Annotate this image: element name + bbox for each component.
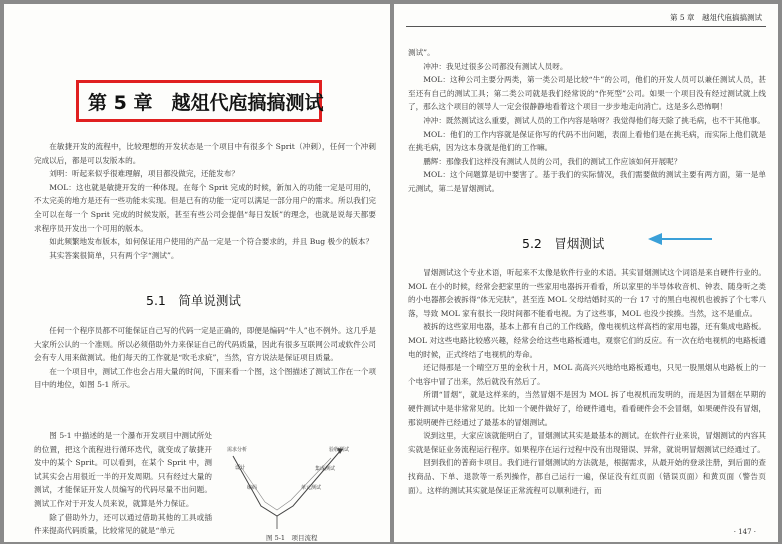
body-paragraph: 所谓“冒烟”，就是这样来的，当然冒烟不是因为 MOL 拆了电视机而发明的，而是因为冒烟在早期的硬件测试中是非常常见的。比如一个硬件做好了，给硬件通电，看看硬件会不会冒烟，如果硬件没有冒烟，那说明硬件已经通过了最基本的冒烟测试。 <box>408 390 766 427</box>
figure-label-requirement: 需求分析 <box>227 447 248 453</box>
body-paragraph: 鹏辉：那像我们这样没有测试人员的公司，我们的测试工作应该如何开展呢？ <box>423 156 682 166</box>
section-paragraph: 图 5-1 中描述的是一个瀑布开发项目中测试所处的位置，把这个流程进行循环迭代，就变成了敏捷开发中的某个 Sprit。可以看到，在某个 Sprit 中，测试其实会占用很近一半的开发周期。只有经过大量的测试，才能保证开发人员编写的代码尽量不出问题。测试工作对于开发人员来说，就算是外力保证。 <box>34 431 212 508</box>
running-head: 第 5 章 越俎代庖搞搞测试 <box>669 13 762 22</box>
body-paragraph: 被拆的这些家用电器，基本上都有自己的工作线路，像电视机这样高档的家用电器，还有集成电路板。MOL 对这些电路比较感兴趣，经常会给这些电路板通电，观察它们的反应。有一次在给电视机的电路板通电的时候，正式终结了电视机的寿命。 <box>408 322 766 359</box>
body-paragraph: 回到我们的普商卡项目。我们进行冒烟测试的方法就是，根据需求，从最开始的登录注册，到后面的查找商品、下单、退款等一系列操作，都自己运行一遍，保证没有红页面（错误页面）和黄页面（警告页面）。这样的测试其实就是保证正常流程可以顺利进行，而 <box>408 458 766 495</box>
figure-label-coding: 编码 <box>247 485 258 491</box>
pointer-arrow-icon <box>648 232 714 246</box>
figure-label-design: 设计 <box>235 465 246 471</box>
left-page <box>4 4 390 542</box>
body-paragraph: 冲冲：我见过很多公司都没有测试人员呀。 <box>423 61 568 71</box>
header-rule <box>406 26 766 27</box>
section-5-2-text <box>408 266 766 497</box>
body-paragraph: 说到这里，大家应该就能明白了，冒烟测试其实是最基本的测试。在软件行业来说，冒烟测试的内容其实就是保证业务流程运行程序。如果程序在运行过程中没有出现错误、异常，就说明冒烟测试已经通过了。 <box>408 431 766 454</box>
intro-paragraph: MOL：这也就是敏捷开发的一种体现。在每个 Sprit 完成的时候，新加入的功能一定是可用的，不太完美的地方是还有一些功能未实现。但是已有的功能一定可以满足一部分用户的需求。所以我们完全可以在每一个 Sprit 完成的时候发版，甚至有些公司会提倡“每日发版”的理念，也就是说每天都要求程序员开发出一个可用的版本。 <box>34 182 376 233</box>
figure-caption: 图 5-1 项目流程 <box>266 534 318 542</box>
chapter-title: 第 5 章 越俎代庖搞搞测试 <box>88 92 324 114</box>
intro-paragraph: 如此频繁地发布版本，如何保证用户使用的产品一定是一个符合要求的，并且 Bug 极少的版本？ <box>49 237 374 247</box>
right-page <box>394 4 778 542</box>
figure-label-integration: 集成测试 <box>315 466 336 472</box>
intro-paragraph: 在敏捷开发的流程中，比较理想的开发状态是一个项目中有很多个 Sprit（冲刺），任何一个冲刺完成以后，都是可以发版本的。 <box>34 142 376 165</box>
section-5-1-text <box>34 324 376 392</box>
intro-paragraph: 其实答案很简单，只有两个字“测试”。 <box>49 250 179 260</box>
figure-label-acceptance: 验收测试 <box>329 447 350 453</box>
intro-text <box>34 140 376 262</box>
section-5-1-heading: 5.1 简单说测试 <box>146 293 241 308</box>
right-top-text <box>408 46 766 196</box>
project-flow-figure <box>219 434 369 534</box>
intro-paragraph: 刘明：听起来似乎很难理解，项目都没做完，还能发布？ <box>49 169 240 179</box>
section-paragraph: 除了借助外力，还可以通过借助其他的工具或插件来提高代码质量，比较常见的就是“单元 <box>34 512 212 536</box>
body-paragraph: MOL：这种公司主要分两类，第一类公司是比较“牛”的公司，他们的开发人员可以兼任测试人员，甚至还有自己的测试工具；第二类公司就是我们经常说的“作死型”公司。如果一个项目没有经过测试就上线了，那么这个项目的领导人一定会很静静地看着这个项目一步步地走向消亡。这是多么恐怖啊！ <box>408 75 766 112</box>
body-paragraph: MOL：这个问题算是切中要害了。基于我们的实际情况，我们需要做的测试主要有两方面，第一是单元测试，第二是冒烟测试。 <box>408 170 766 193</box>
section-paragraph: 任何一个程序员都不可能保证自己写的代码一定是正确的，即便是编码“牛人”也不例外。这几乎是大家所公认的一个准则。所以必须借助外力来保证自己的代码质量，因此有很多互联网公司或软件公司会有专人用来做测试。他们每天的工作就是“吹毛求疵”，当然，官方说法是保证项目质量。 <box>34 326 376 363</box>
figure-label-unit: 单元测试 <box>301 485 322 491</box>
body-paragraph: 还记得那是一个晴空万里的金秋十月，MOL 高高兴兴地给电路板通电，只见一股黑烟从电路板上的一个电容中冒了出来，然后就没有然后了。 <box>408 363 766 386</box>
page-number: · 147 · <box>733 528 756 536</box>
section-5-2-heading: 5.2 冒烟测试 <box>522 236 605 251</box>
body-paragraph: 冒烟测试这个专业术语，听起来不太像是软件行业的术语。其实冒烟测试这个词语是来自硬件行业的。MOL 在小的时候，经常会把家里的一些家用电器拆开看看，所以家里的半导体收音机、钟表、随身听之类的小电器都会被拆得“体无完肤”，甚至连 MOL 父母结婚时买的一台 17 寸的黑白电视机也被拆了个七零八落，导致 MOL 家有很长一段时间都不能看电视。为了这些事，MOL 也没少挨揍。当然，这不是重点。 <box>408 268 766 318</box>
body-paragraph: 冲冲：既然测试这么重要，测试人员的工作内容是啥呀？我觉得他们每天除了挑毛病，也不干其他事。 <box>423 115 765 125</box>
section-paragraph: 在一个项目中，测试工作也会占用大量的时间，下面来看一个图，这个图描述了测试工作在一个项目中的地位，如图 5-1 所示。 <box>34 366 376 390</box>
body-paragraph: 测试”。 <box>408 48 435 57</box>
body-paragraph: MOL：他们的工作内容就是保证你写的代码不出问题，表面上看他们是在挑毛病，而实际上他们就是在挑毛病，因为这本身就是他们的工作嘛。 <box>408 129 766 153</box>
figure-wrap-text <box>34 429 212 538</box>
